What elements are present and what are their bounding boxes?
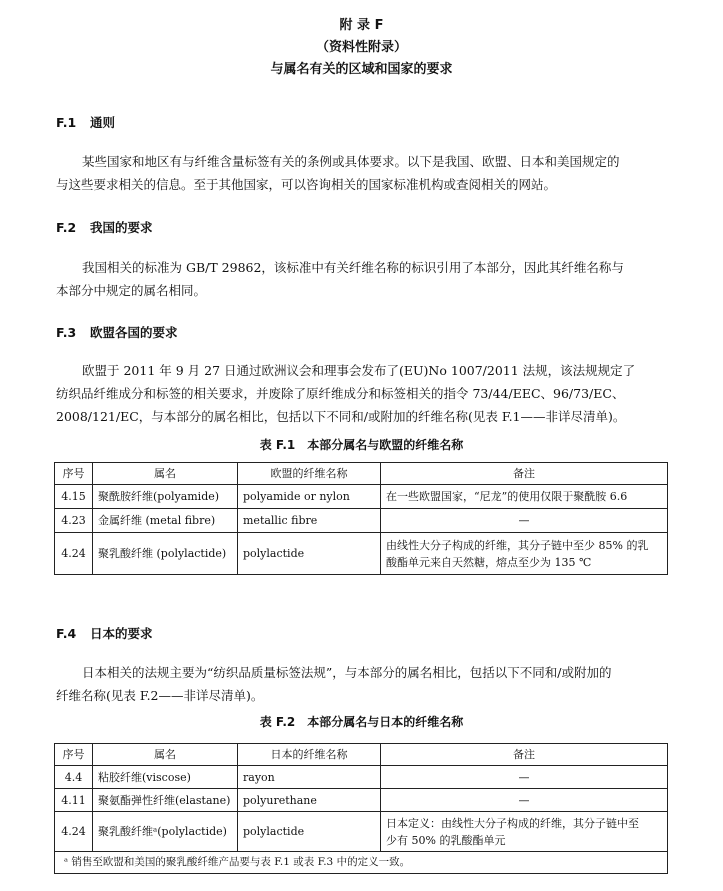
paragraph-line: 本部分中规定的属名相同。 <box>56 283 207 298</box>
section-heading-f1 <box>56 113 115 131</box>
cell-foreign: polylactide <box>238 812 381 852</box>
header-cell-no: 序号 <box>55 463 93 485</box>
section-heading-f4 <box>56 624 153 642</box>
cell-no: 4.4 <box>55 766 93 789</box>
paragraph-line: 欧盟于 2011 年 9 月 27 日通过欧洲议会和理事会发布了(EU)No 1007/2011 法规，该法规规定了 <box>82 363 636 378</box>
cell-name: 聚酰胺纤维(polyamide) <box>93 485 238 509</box>
paragraph-line: 与这些要求相关的信息。至于其他国家，可以咨询相关的国家标准机构或查阅相关的网站。 <box>56 177 557 192</box>
cell-name: 聚氨酯弹性纤维(elastane) <box>93 789 238 812</box>
cell-note <box>381 533 668 575</box>
cell-foreign: rayon <box>238 766 381 789</box>
annex-label: 附 录 F <box>339 18 384 33</box>
cell-note-line: 酸酯单元来自天然糖，熔点至少为 135 ℃ <box>386 555 592 569</box>
paragraph-line: 2008/121/EC，与本部分的属名相比，包括以下不同和/或附加的纤维名称(见表 F.1——非详尽清单)。 <box>56 409 626 424</box>
cell-name: 金属纤维 (metal fibre) <box>93 509 238 533</box>
paragraph-line: 我国相关的标准为 GB/T 29862，该标准中有关纤维名称的标识引用了本部分，因此其纤维名称与 <box>82 260 624 275</box>
cell-foreign: polyamide or nylon <box>238 485 381 509</box>
header-cell-name: 属名 <box>93 463 238 485</box>
cell-note: — <box>381 509 668 533</box>
section-number: F.2 <box>56 220 77 235</box>
table-f2-caption: 表 F.2 本部分属名与日本的纤维名称 <box>259 715 464 729</box>
header-cell-no: 序号 <box>55 744 93 766</box>
table-row <box>55 485 668 509</box>
cell-name: 聚乳酸纤维 (polylactide) <box>93 533 238 575</box>
section-number: F.1 <box>56 115 77 130</box>
cell-note: — <box>381 789 668 812</box>
section-number: F.4 <box>56 626 77 641</box>
table-f2 <box>54 743 668 874</box>
paragraph-line: 纤维名称(见表 F.2——非详尽清单)。 <box>56 688 264 703</box>
section-f1-paragraph <box>56 150 672 196</box>
cell-note-line: 日本定义：由线性大分子构成的纤维，其分子链中至 <box>386 816 639 830</box>
table-footnote-row <box>55 852 668 874</box>
table-f1 <box>54 462 668 575</box>
cell-foreign: polylactide <box>238 533 381 575</box>
table-footnote-cell <box>55 852 668 874</box>
paragraph-line: 某些国家和地区有与纤维含量标签有关的条例或具体要求。以下是我国、欧盟、日本和美国规定的 <box>82 154 620 169</box>
section-title: 日本的要求 <box>90 626 153 641</box>
header-cell-note: 备注 <box>381 463 668 485</box>
header-cell-foreign: 欧盟的纤维名称 <box>238 463 381 485</box>
header-cell-note: 备注 <box>381 744 668 766</box>
cell-no: 4.24 <box>55 812 93 852</box>
header-cell-foreign: 日本的纤维名称 <box>238 744 381 766</box>
cell-note-line: 由线性大分子构成的纤维，其分子链中至少 85% 的乳 <box>386 538 649 552</box>
annex-title: 与属名有关的区域和国家的要求 <box>270 62 453 77</box>
table-f1-caption: 表 F.1 本部分属名与欧盟的纤维名称 <box>259 438 464 452</box>
table-header-row <box>55 744 668 766</box>
table-row <box>55 509 668 533</box>
cell-no: 4.11 <box>55 789 93 812</box>
section-f2-paragraph <box>56 256 672 302</box>
cell-no: 4.24 <box>55 533 93 575</box>
cell-note <box>381 812 668 852</box>
section-heading-f3 <box>56 323 178 341</box>
cell-foreign: polyurethane <box>238 789 381 812</box>
cell-name: 粘胶纤维(viscose) <box>93 766 238 789</box>
paragraph-line: 日本相关的法规主要为“纺织品质量标签法规”，与本部分的属名相比，包括以下不同和/或附加的 <box>82 665 612 680</box>
cell-note: — <box>381 766 668 789</box>
cell-no: 4.15 <box>55 485 93 509</box>
section-heading-f2 <box>56 218 153 236</box>
section-number: F.3 <box>56 325 77 340</box>
table-row <box>55 789 668 812</box>
cell-no: 4.23 <box>55 509 93 533</box>
section-title: 通则 <box>90 115 116 130</box>
cell-name: 聚乳酸纤维ᵃ(polylactide) <box>93 812 238 852</box>
table-header-row <box>55 463 668 485</box>
table-row <box>55 533 668 575</box>
paragraph-line: 纺织品纤维成分和标签的相关要求，并废除了原纤维成分和标签相关的指令 73/44/EEC、96/73/EC、 <box>56 386 625 401</box>
cell-note: 在一些欧盟国家，“尼龙”的使用仅限于聚酰胺 6.6 <box>381 485 668 509</box>
table-footnote: ᵃ 销售至欧盟和美国的聚乳酸纤维产品要与表 F.1 或表 F.3 中的定义一致。 <box>64 856 411 868</box>
header-cell-name: 属名 <box>93 744 238 766</box>
table-row <box>55 766 668 789</box>
cell-foreign: metallic fibre <box>238 509 381 533</box>
annex-nature: （资料性附录） <box>315 40 407 55</box>
section-f4-paragraph <box>56 661 672 707</box>
cell-note-line: 少有 50% 的乳酸酯单元 <box>386 833 506 847</box>
section-title: 欧盟各国的要求 <box>90 325 178 340</box>
section-f3-paragraph <box>56 359 672 428</box>
table-row <box>55 812 668 852</box>
section-title: 我国的要求 <box>90 220 153 235</box>
